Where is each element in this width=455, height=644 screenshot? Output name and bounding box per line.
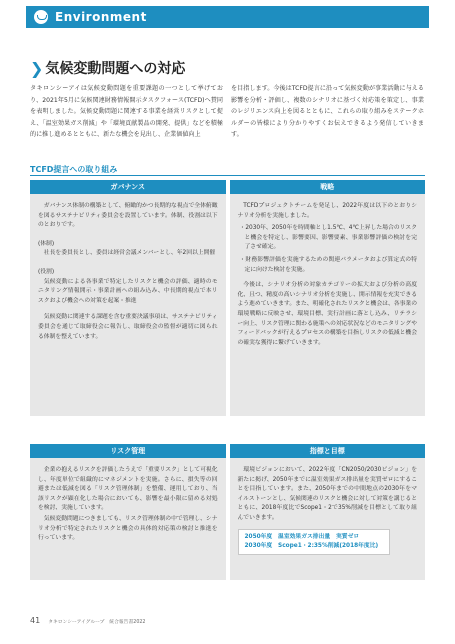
governance-intro: ガバナンス体制の構築として、俯瞰的かつ長期的な視点で全体俯瞰を図るサステナビリティ委員会を設置しています。体制、役割は以下のとおりです。	[38, 203, 218, 229]
metrics-panel	[230, 444, 426, 580]
tcfd-row-2	[30, 444, 425, 580]
strategy-panel	[230, 180, 426, 416]
governance-body	[30, 194, 226, 416]
governance-role-text: 気候変動による各事業で特定したリスクと機会の評価、適時のモニタリング情報開示・事業計画への組み込み、中長期的視点で本リスクおよび機会への対策を起案・推進	[38, 278, 218, 304]
page-heading	[30, 58, 185, 78]
governance-title: ガバナンス	[30, 180, 226, 194]
strategy-bullet-1: ・2030年、2050年を時間軸とし1.5℃、4℃上昇した場合のリスクと機会を特定し、影響要因、影響要素、事業影響評価の検討を完了させ確定。	[239, 225, 417, 251]
section-title: Environment	[55, 10, 147, 24]
governance-structure-label: (体制)	[38, 240, 55, 247]
risk-climate: 気候変動問題につきましても、リスク管理体制の中で管理し、シナリオ分析で特定されたリスクと機会の具体的対応策の検討と推進を行っています。	[38, 515, 218, 542]
chevron-right-icon: ❯	[30, 58, 44, 78]
tcfd-subheading: TCFD提言への取り組み	[30, 165, 118, 174]
strategy-plan: 今後は、シナリオ分析の対象カテゴリーの拡大および分析の高度化、且つ、精度の高いシナリオ分析を実施し、開示情報を充実できるよう進めていきます。また、明確化されたリスクと機会は、各事業の環境戦略に反映させ、環境目標、実行計画に落とし込み、リテラシー向上、リスク管理に関わる施策への対応状況などのモニタリングやフィードバックが行えるプロセスの構築を目指しリスクの低減と機会の確実な獲得に繋げていきます。	[237, 282, 417, 346]
target-2030: 2030年度 Scope1・2:35%削減(2018年度比)	[244, 542, 379, 549]
subheading-divider	[30, 175, 425, 176]
strategy-bullet-2: ・財務影響評価を実施するための関連パラメータおよび算定式の特定に向けた検討を実施。	[239, 256, 417, 273]
globe-icon	[34, 10, 48, 24]
strategy-title: 戦略	[230, 180, 426, 194]
target-2050: 2050年度 温室効果ガス排出量 実質ゼロ	[244, 533, 360, 540]
page-heading-text: 気候変動問題への対応	[45, 61, 186, 77]
risk-panel	[30, 444, 226, 580]
strategy-intro: TCFDプロジェクトチームを発足し、2022年度は以下のとおりシナリオ分析を実施しました。	[237, 203, 417, 219]
metrics-body	[230, 458, 426, 580]
governance-panel	[30, 180, 226, 416]
risk-title: リスク管理	[30, 444, 226, 458]
tcfd-row-1	[30, 180, 425, 416]
section-header-bar	[26, 6, 429, 28]
page-footer	[30, 616, 145, 625]
governance-oversight: 気候変動に関連する課題を含む重要決議事項は、サステナビリティ委員会を通じて取締役会に報告し、取締役会の監督が適切に図られる体制を整えています。	[38, 314, 218, 340]
targets-box	[238, 529, 390, 555]
governance-structure-text: 社長を委員長とし、委員は経営会議メンバーとし、年2回以上開催	[43, 250, 216, 257]
metrics-title: 指標と目標	[230, 444, 426, 458]
intro-left: タキロンシーアイは気候変動問題を重要課題の一つとして挙げており、2021年5月に気候関連財務情報開示タスクフォース(TCFD)へ賛同を表明しました。気候変動問題に関連する事業を経営リスクとして捉え、「温室効果ガス削減」や「環境貢献製品の開発、提供」などを積極的に推し進めるとともに、新たな機会を見出し、企業価値向上	[30, 85, 223, 139]
intro-right: を目指します。今後はTCFD提言に沿って気候変動が事業活動に与える影響を分析・評価し、複数のシナリオに基づく対応策を策定し、事業のレジリエンス向上を図るとともに、これらの取り組みをステークホルダーの皆様により分かりやすくお伝えできるよう発信していきます。	[231, 85, 424, 139]
page-number: 41	[30, 616, 41, 625]
risk-body	[30, 458, 226, 580]
governance-role-label: (役割)	[38, 268, 55, 275]
publication-name: タキロンシーアイグループ 統合報告書2022	[48, 620, 146, 625]
metrics-intro: 環境ビジョンにおいて、2022年度「CN2050/2030ビジョン」を新たに掲げ、2050年までに温室効果ガス排出量を実質ゼロにすることを目指しています。また、2050年までの中間地点の2030年をマイルストーンとし、気候関連のリスクと機会に対して対策を講じるとともに、2018年度比でScope1・2で35%削減を目標として取り組んでいきます。	[237, 467, 417, 521]
strategy-body	[230, 194, 426, 416]
risk-intro: 企業の抱えるリスクを評価したうえで「重要リスク」として可視化し、年度単位で組織的にマネジメントを実施。さらに、損失等の回避または低減を図る「リスク管理体制」を整備、運用しており、当該リスクが顕在化した場合においても、影響を最小限に留める対処を検討、実施しています。	[38, 467, 218, 512]
